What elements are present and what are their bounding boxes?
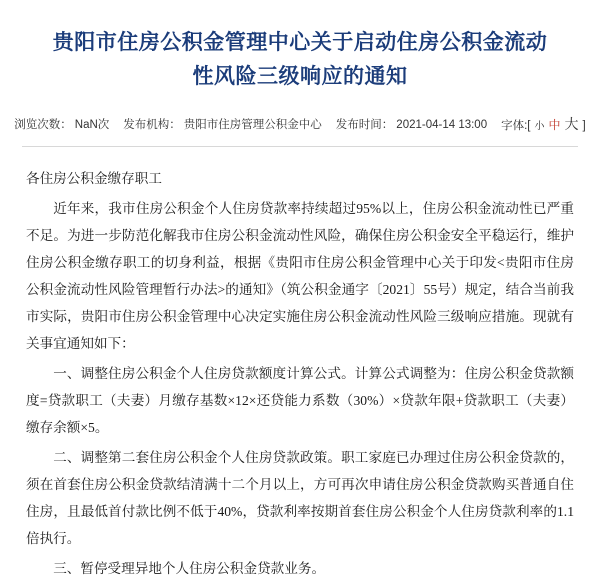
page-title: 贵阳市住房公积金管理中心关于启动住房公积金流动性风险三级响应的通知 <box>52 31 548 88</box>
body-paragraph: 近年来，我市住房公积金个人住房贷款率持续超过95%以上，住房公积金流动性已严重不足。为进一步防范化解我市住房公积金流动性风险，确保住房公积金安全平稳运行，维护住房公积金缴存职工的切身利益，根据《贵阳市住房公积金管理中心关于印发<贵阳市住房公积金流动性风险管理暂行办法>的通知》（筑公积金通字〔2021〕55号）规定，结合当前我市实际，贵阳市住房公积金管理中心决定实施住房公积金流动性风险三级响应措施。现就有关事宜通知如下： <box>26 201 574 351</box>
meta-views <box>14 116 109 132</box>
document-body <box>0 147 600 582</box>
body-paragraph: 二、调整第二套住房公积金个人住房贷款政策。职工家庭已办理过住房公积金贷款的，须在首套住房公积金贷款结清满十二个月以上，方可再次申请住房公积金贷款购买普通自住住房，且最低首付款比例不低于40%，贷款利率按期首套住房公积金个人住房贷款利率的1.1倍执行。 <box>26 450 574 546</box>
body-paragraph: 三、暂停受理异地个人住房公积金贷款业务。 <box>53 561 326 576</box>
meta-views-value: NaN次 <box>74 119 110 131</box>
document-meta-bar <box>0 100 600 146</box>
font-size-label: 字体:[ <box>501 120 531 132</box>
font-size-switcher[interactable] <box>501 114 586 134</box>
body-salutation: 各住房公积金缴存职工 <box>26 171 162 186</box>
meta-publish-time <box>336 116 487 132</box>
meta-publish-time-label: 发布时间： <box>335 119 394 131</box>
font-size-small-button[interactable]: 小 <box>534 121 545 132</box>
body-paragraph: 一、调整住房公积金个人住房贷款额度计算公式。计算公式调整为：住房公积金贷款额度=贷款职工（夫妻）月缴存基数×12×还贷能力系数（30%）×贷款年限+贷款职工（夫妻）缴存余额×5。 <box>26 366 574 435</box>
font-size-large-button[interactable]: 大 <box>564 116 579 132</box>
meta-publisher-label: 发布机构： <box>123 119 181 131</box>
meta-publisher-value: 贵阳市住房管理公积金中心 <box>183 119 322 131</box>
meta-publish-time-value: 2021-04-14 13:00 <box>396 119 488 131</box>
meta-publisher <box>123 116 322 132</box>
font-size-medium-button[interactable]: 中 <box>548 118 561 132</box>
font-size-close-bracket: ] <box>582 120 586 132</box>
meta-views-label: 浏览次数： <box>14 119 72 131</box>
